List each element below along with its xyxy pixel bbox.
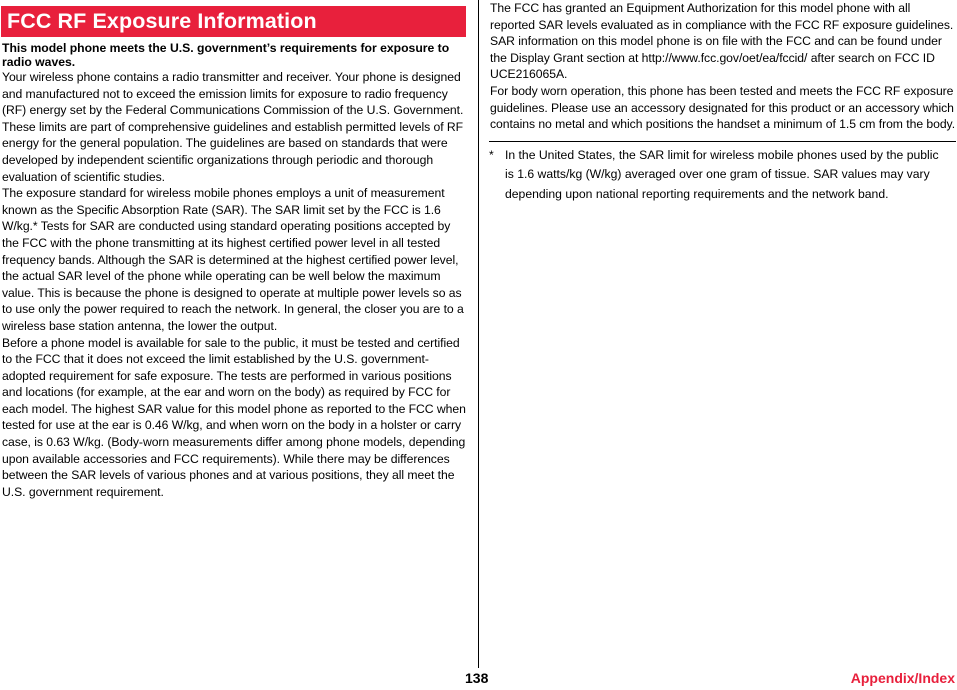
- paragraph-equipment-authorization: The FCC has granted an Equipment Authorization for this model phone with all reported SAR levels evaluated as in compliance with the FCC RF exposure guidelines. SAR information on this model phone is on file with the FCC and can be found under the Display Grant section at http://www.fcc.gov/oet/ea/fccid/ after search on FCC ID UCE216065A.: [490, 1, 954, 82]
- paragraph-transmitter: Your wireless phone contains a radio transmitter and receiver. Your phone is designed and manufactured not to exceed the emission limits for exposure to radio frequency (RF) energy set by the Federal Communications Commission of the U.S. Government. These limits are part of comprehensive guidelines and establish permitted levels of RF energy for the general population. The guidelines are based on standards that were developed by independent scientific organizations through periodic and thorough evaluation of scientific studies.: [2, 70, 464, 184]
- right-column: [489, 0, 956, 205]
- footnote-text: In the United States, the SAR limit for wireless mobile phones used by the public is 1.6 watts/kg (W/kg) averaged over one gram of tissue. SAR values may vary depending upon national reporting requirements and the network band.: [505, 147, 939, 201]
- left-column: [1, 6, 466, 500]
- paragraph-sar-standard: The exposure standard for wireless mobile phones employs a unit of measurement known as the Specific Absorption Rate (SAR). The SAR limit set by the FCC is 1.6 W/kg.* Tests for SAR are conducted using standard operating positions accepted by the FCC with the phone transmitting at its highest certified power level in all tested frequency bands. Although the SAR is determined at the highest certified power level, the actual SAR level of the phone while operating can be well below the maximum value. This is because the phone is designed to operate at multiple power levels so as to use only the power required to reach the network. In general, the closer you are to a wireless base station antenna, the lower the output.: [2, 186, 464, 333]
- appendix-index-link[interactable]: Appendix/Index: [850, 670, 955, 686]
- paragraph-certification: Before a phone model is available for sale to the public, it must be tested and certified to the FCC that it does not exceed the limit established by the U.S. government-adopted requirement for safe exposure. The tests are performed in various positions and locations (for example, at the ear and worn on the body) as required by FCC for each model. The highest SAR value for this model phone as reported to the FCC when tested for use at the ear is 0.46 W/kg, and when worn on the body in a holster or carry case, is 0.63 W/kg. (Body-worn measurements differ among phone models, depending upon available accessories and FCC requirements). While there may be differences between the SAR levels of various phones and at various positions, they all meet the U.S. government requirement.: [2, 335, 466, 499]
- column-divider: [478, 0, 479, 668]
- footnote: [489, 146, 956, 205]
- footnote-mark: *: [489, 147, 494, 162]
- section-heading: FCC RF Exposure Information: [1, 6, 466, 37]
- page-number: 138: [465, 670, 489, 686]
- footnote-divider: [489, 141, 956, 142]
- paragraph-body-worn: For body worn operation, this phone has been tested and meets the FCC RF exposure guidelines. Please use an accessory designated for this product or an accessory which contains no metal and which positions the handset a minimum of 1.5 cm from the body.: [490, 83, 956, 132]
- lead-statement: This model phone meets the U.S. government’s requirements for exposure to radio waves.: [2, 41, 450, 69]
